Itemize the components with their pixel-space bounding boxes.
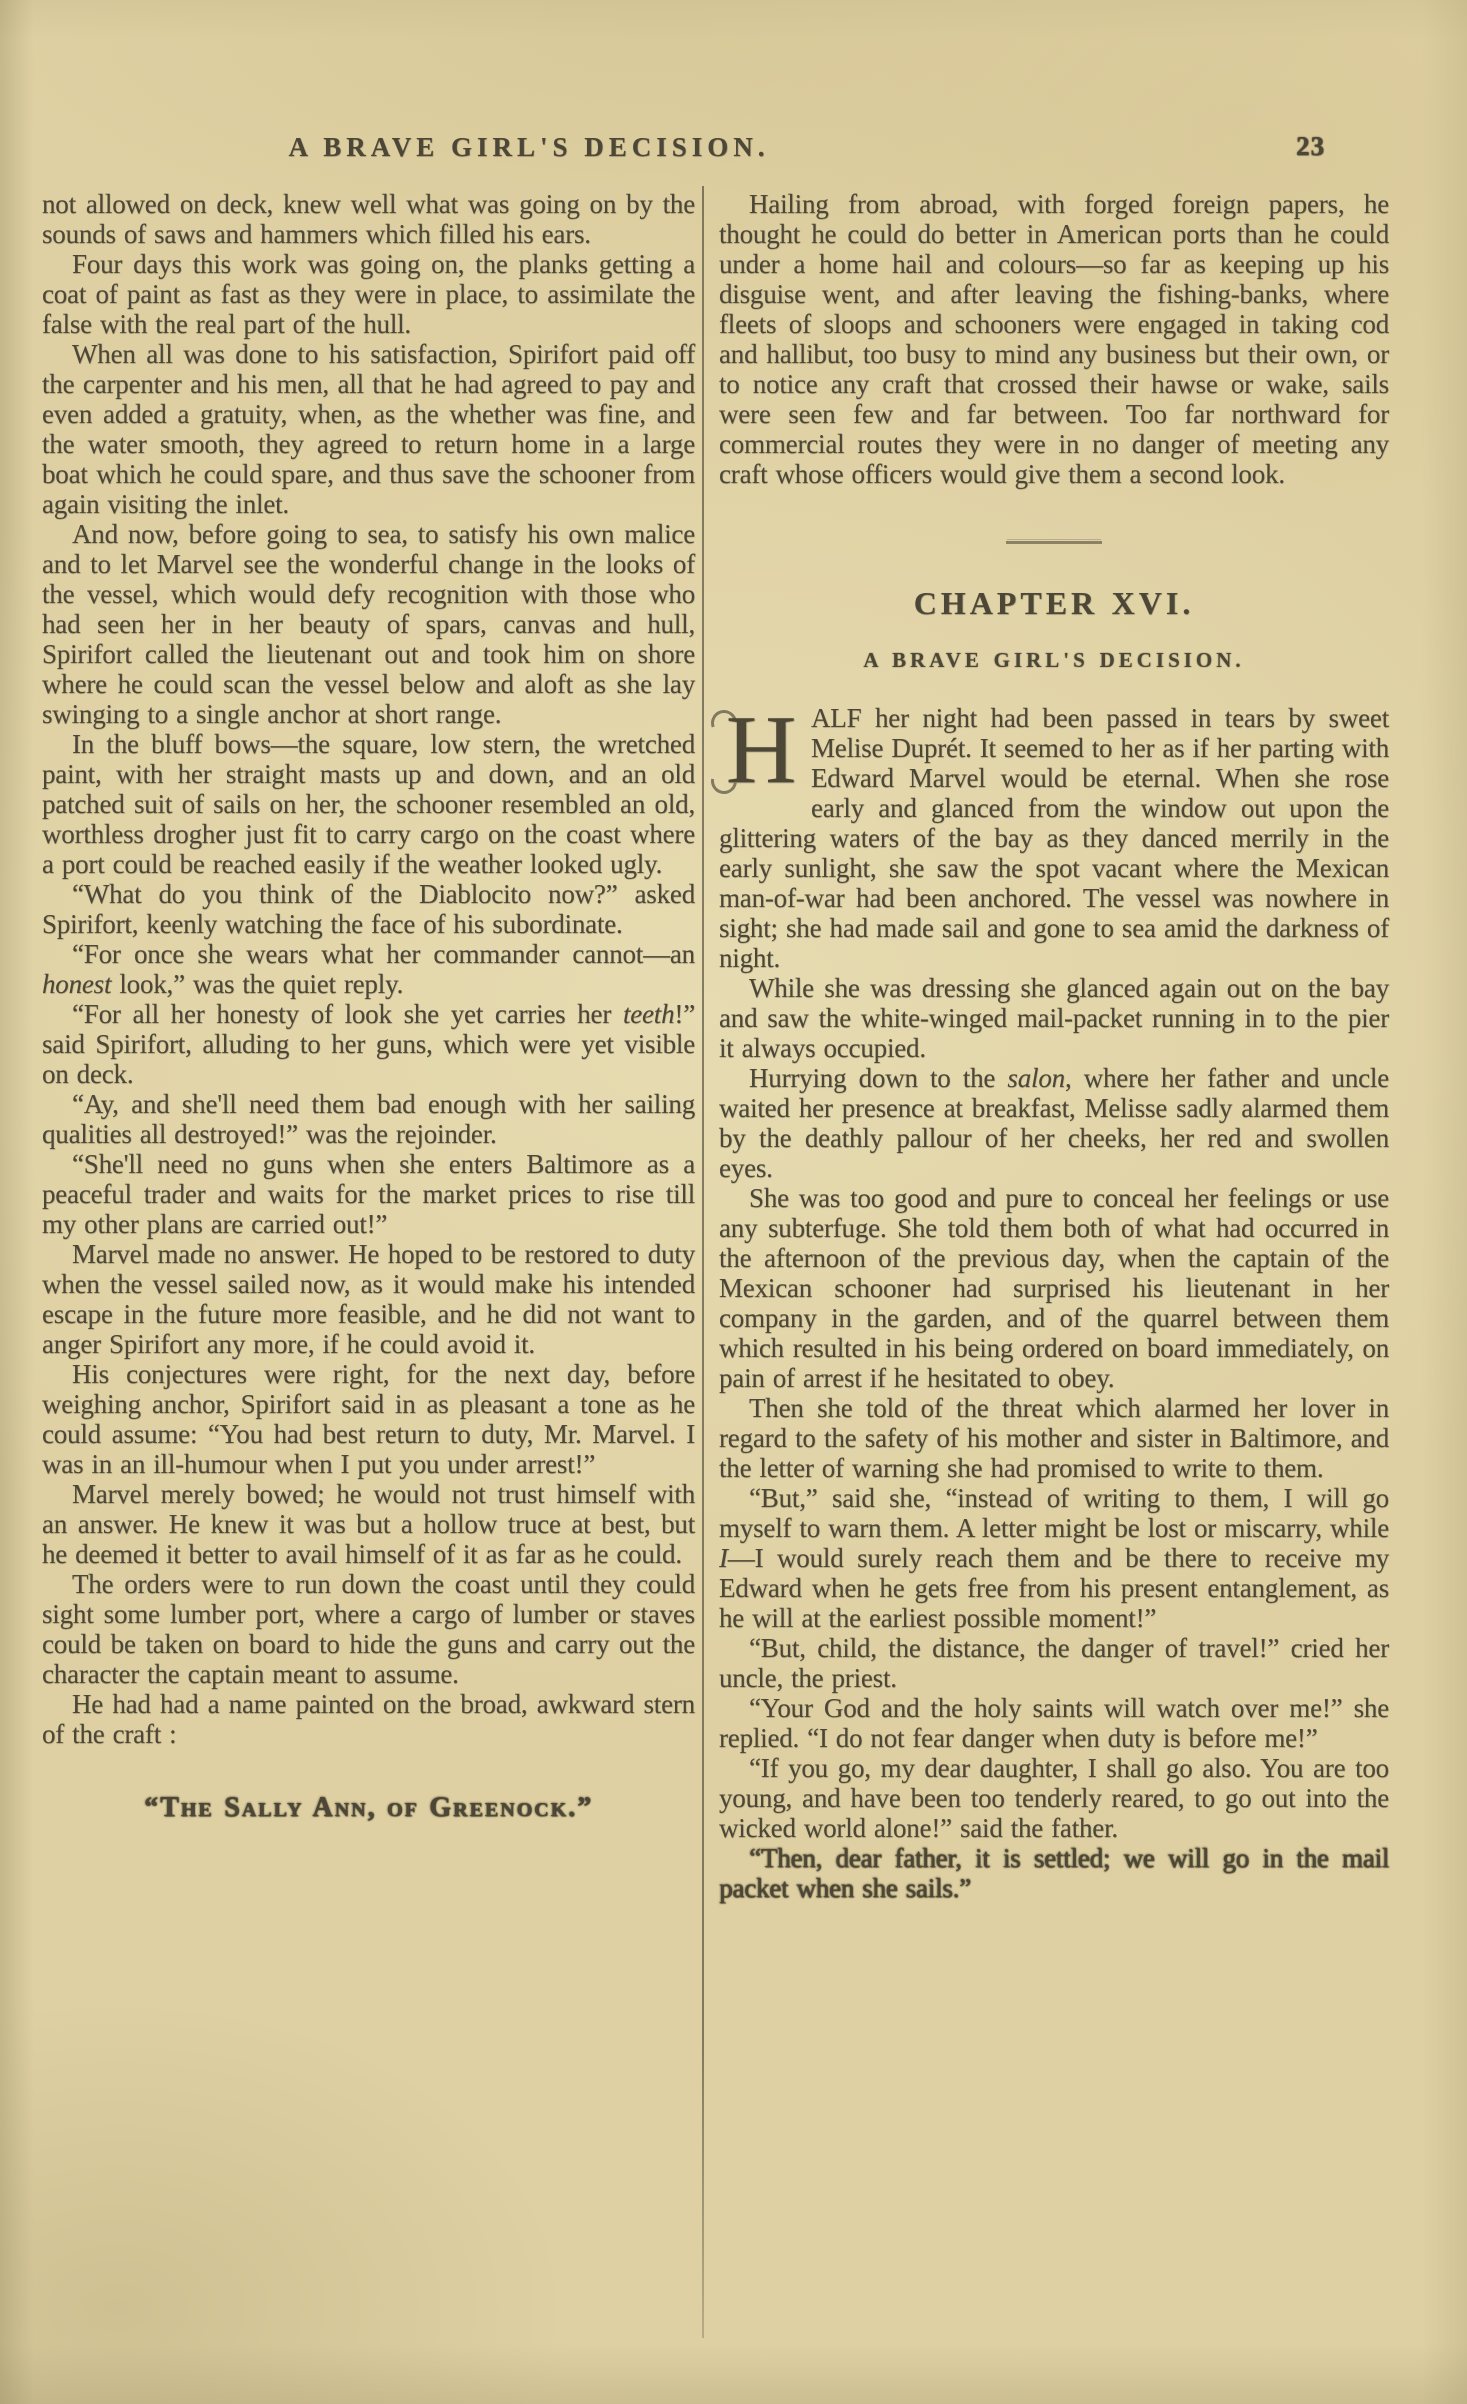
paragraph: “But, child, the distance, the danger of travel!” cried her uncle, the priest.: [719, 1633, 1389, 1693]
right-column: [719, 189, 1389, 1903]
paragraph: “Then, dear father, it is settled; we will go in the mail packet when she sails.”: [719, 1843, 1389, 1903]
paragraph: In the bluff bows—the square, low stern, the wretched paint, with her straight masts up and down, and an old patched suit of sails on her, the schooner resembled an old, worthless drogher just fit to carry cargo on the coast where a port could be reached easily if the weather looked ugly.: [42, 729, 695, 879]
paragraph: Marvel merely bowed; he would not trust himself with an answer. He knew it was but a hollow truce at best, but he deemed it better to avail himself of it as far as he could.: [42, 1479, 695, 1569]
paragraph: His conjectures were right, for the next day, before weighing anchor, Spirifort said in as pleasant a tone as he could assume: “You had best return to duty, Mr. Marvel. I was in an ill-humour when I put you under arrest!”: [42, 1359, 695, 1479]
paragraph: “For all her honesty of look she yet carries her teeth!” said Spirifort, alluding to her guns, which were yet visible on deck.: [42, 999, 695, 1089]
ship-name-line: “The Sally Ann, of Greenock.”: [143, 1792, 594, 1823]
paragraph: Four days this work was going on, the planks getting a coat of paint as fast as they were in place, to assimilate the false with the real part of the hull.: [42, 249, 695, 339]
paragraph: He had had a name painted on the broad, awkward stern of the craft :: [42, 1689, 695, 1749]
paragraph: She was too good and pure to conceal her feelings or use any subterfuge. She told them both of what had occurred in the afternoon of the previous day, when the captain of the Mexican schooner had surprised his lieutenant in her company in the garden, and of the quarrel between them which resulted in his being ordered on board immediately, on pain of arrest if he hesitated to obey.: [719, 1183, 1389, 1393]
paragraph: not allowed on deck, knew well what was going on by the sounds of saws and hammers which filled his ears.: [42, 189, 695, 249]
paragraph: “If you go, my dear daughter, I shall go also. You are too young, and have been too tenderly reared, to go out into the wicked world alone!” said the father.: [719, 1753, 1389, 1843]
left-column: [42, 189, 695, 1823]
paragraph: While she was dressing she glanced again out on the bay and saw the white-winged mail-packet running in to the pier it always occupied.: [719, 973, 1389, 1063]
paragraph: Then she told of the threat which alarmed her lover in regard to the safety of his mother and sister in Baltimore, and the letter of warning she had promised to write to them.: [719, 1393, 1389, 1483]
paragraph: “Your God and the holy saints will watch over me!” she replied. “I do not fear danger when duty is before me!”: [719, 1693, 1389, 1753]
paragraph: “Ay, and she'll need them bad enough with her sailing qualities all destroyed!” was the rejoinder.: [42, 1089, 695, 1149]
paragraph: “But,” said she, “instead of writing to them, I will go myself to warn them. A letter might be lost or miscarry, while I—I would surely reach them and be there to receive my Edward when he gets free from his present entanglement, as he will at the earliest possible moment!”: [719, 1483, 1389, 1633]
section-divider: [1006, 541, 1102, 544]
paragraph-text: ALF her night had been passed in tears by sweet Melise Duprét. It seemed to her as if her parting with Edward Marvel would be eternal. When she rose early and glanced from the window out upon the glittering waters of the bay as they danced merrily in the early sunlight, she saw the spot vacant where the Mexican man-of-war had been anchored. The vessel was nowhere in sight; she had made sail and gone to sea amid the darkness of night.: [719, 703, 1389, 973]
paragraph: Hurrying down to the salon, where her father and uncle waited her presence at breakfast, Melisse sadly alarmed them by the deathly pallour of her cheeks, her red and swollen eyes.: [719, 1063, 1389, 1183]
paragraph: And now, before going to sea, to satisfy his own malice and to let Marvel see the wonderful change in the looks of the vessel, which would defy recognition with those who had seen her in her beauty of spars, canvas and hull, Spirifort called the lieutenant out and took him on shore where he could scan the vessel below and aloft as she lay swinging to a single anchor at short range.: [42, 519, 695, 729]
paragraph: The orders were to run down the coast until they could sight some lumber port, where a cargo of lumber or staves could be taken on board to hide the guns and carry out the character the captain meant to assume.: [42, 1569, 695, 1689]
column-divider: [702, 186, 704, 2338]
paragraph: [719, 696, 1389, 973]
paragraph: Marvel made no answer. He hoped to be restored to duty when the vessel sailed now, as it would make his intended escape in the future more feasible, and he did not want to anger Spirifort any more, if he could avoid it.: [42, 1239, 695, 1359]
drop-cap: H: [719, 708, 803, 794]
chapter-subtitle: A BRAVE GIRL'S DECISION.: [863, 648, 1245, 672]
paragraph: “What do you think of the Diablocito now?” asked Spirifort, keenly watching the face of his subordinate.: [42, 879, 695, 939]
chapter-heading: CHAPTER XVI.: [913, 585, 1195, 621]
page-number: 23: [1296, 131, 1325, 161]
paragraph: When all was done to his satisfaction, Spirifort paid off the carpenter and his men, all that he had agreed to pay and even added a gratuity, when, as the whether was fine, and the water smooth, they agreed to return home in a large boat which he could spare, and thus save the schooner from again visiting the inlet.: [42, 339, 695, 519]
paragraph: “For once she wears what her commander cannot—an honest look,” was the quiet reply.: [42, 939, 695, 999]
running-title: A BRAVE GIRL'S DECISION.: [288, 132, 770, 162]
paragraph: Hailing from abroad, with forged foreign papers, he thought he could do better in American ports than he could under a home hail and colours—so far as keeping up his disguise went, and after leaving the fishing-banks, where fleets of sloops and schooners were engaged in taking cod and hallibut, too busy to mind any business but their own, or to notice any craft that crossed their hawse or wake, sails were seen few and far between. Too far northward for commercial routes they were in no danger of meeting any craft whose officers would give them a second look.: [719, 189, 1389, 489]
paragraph: “She'll need no guns when she enters Baltimore as a peaceful trader and waits for the market prices to rise till my other plans are carried out!”: [42, 1149, 695, 1239]
